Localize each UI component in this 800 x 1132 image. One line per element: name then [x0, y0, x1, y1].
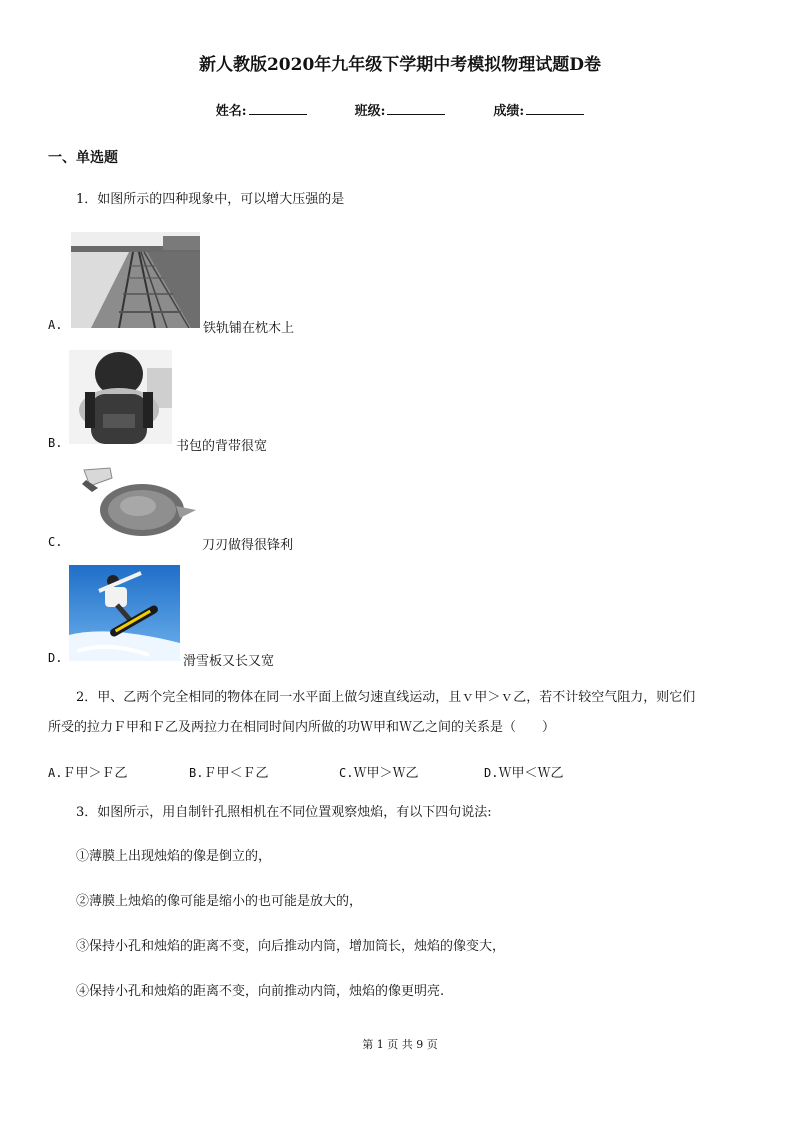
page-title: 新人教版2020年九年级下学期中考模拟物理试题D卷	[198, 55, 602, 75]
snowboard-image	[69, 565, 180, 661]
q2-option-b-text: Ｆ甲＜Ｆ乙	[203, 766, 269, 781]
student-info-line	[0, 100, 800, 119]
q2-option-a-text: Ｆ甲＞Ｆ乙	[62, 766, 128, 781]
q3-statement-3: ③保持小孔和烛焰的距离不变，向后推动内筒，增加筒长，烛焰的像变大，	[76, 939, 506, 954]
q2-option-c	[339, 762, 418, 781]
q2-option-d-text: Ｗ甲＜Ｗ乙	[498, 766, 564, 781]
q3-statement-2: ②薄膜上烛焰的像可能是缩小的也可能是放大的，	[76, 894, 363, 909]
question-3-stem: 3．如图所示，用自制针孔照相机在不同位置观察烛焰，有以下四句说法:	[76, 805, 492, 820]
class-blank	[387, 102, 445, 115]
q2-option-b	[189, 762, 268, 781]
score-label: 成绩:	[493, 104, 525, 119]
q3-statement-1: ①薄膜上出现烛焰的像是倒立的，	[76, 849, 272, 864]
knife-blade-image	[72, 466, 196, 541]
q2-option-c-text: Ｗ甲＞Ｗ乙	[353, 766, 419, 781]
q2-option-b-label: B.	[189, 766, 204, 780]
name-field	[216, 100, 307, 119]
q1-option-c-label: C.	[48, 535, 63, 549]
q2-option-a	[48, 762, 127, 781]
railway-track-image	[71, 232, 200, 328]
question-1-stem: 1．如图所示的四种现象中，可以增大压强的是	[76, 192, 345, 207]
question-2-stem-line-2: 所受的拉力Ｆ甲和Ｆ乙及两拉力在相同时间内所做的功Ｗ甲和Ｗ乙之间的关系是（ ）	[48, 720, 556, 735]
question-2-stem-line-1: 2．甲、乙两个完全相同的物体在同一水平面上做匀速直线运动，且ｖ甲＞ｖ乙，若不计较空气阻力，则它们	[76, 690, 696, 705]
q1-option-a-label: A.	[48, 318, 63, 332]
section-heading-single-choice: 一、单选题	[48, 150, 118, 166]
q2-option-d	[484, 762, 563, 781]
q1-option-d-text: 滑雪板又长又宽	[183, 654, 275, 669]
q1-option-d-label: D.	[48, 651, 63, 665]
name-label: 姓名:	[215, 104, 247, 119]
score-blank	[526, 102, 584, 115]
class-field	[355, 100, 446, 119]
q2-option-a-label: A.	[48, 766, 63, 780]
q1-option-c-text: 刀刃做得很锋利	[202, 538, 294, 553]
q1-option-b-label: B.	[48, 436, 63, 450]
name-blank	[249, 102, 307, 115]
score-field	[493, 100, 584, 119]
backpack-image	[69, 350, 172, 444]
q2-option-c-label: C.	[339, 766, 354, 780]
class-label: 班级:	[354, 104, 386, 119]
q1-option-b-text: 书包的背带很宽	[176, 439, 268, 454]
q1-option-a-text: 铁轨铺在枕木上	[203, 321, 295, 336]
q3-statement-4: ④保持小孔和烛焰的距离不变，向前推动内筒，烛焰的像更明亮.	[76, 984, 445, 999]
page-footer: 第 1 页 共 9 页	[362, 1038, 438, 1051]
q2-option-d-label: D.	[484, 766, 499, 780]
